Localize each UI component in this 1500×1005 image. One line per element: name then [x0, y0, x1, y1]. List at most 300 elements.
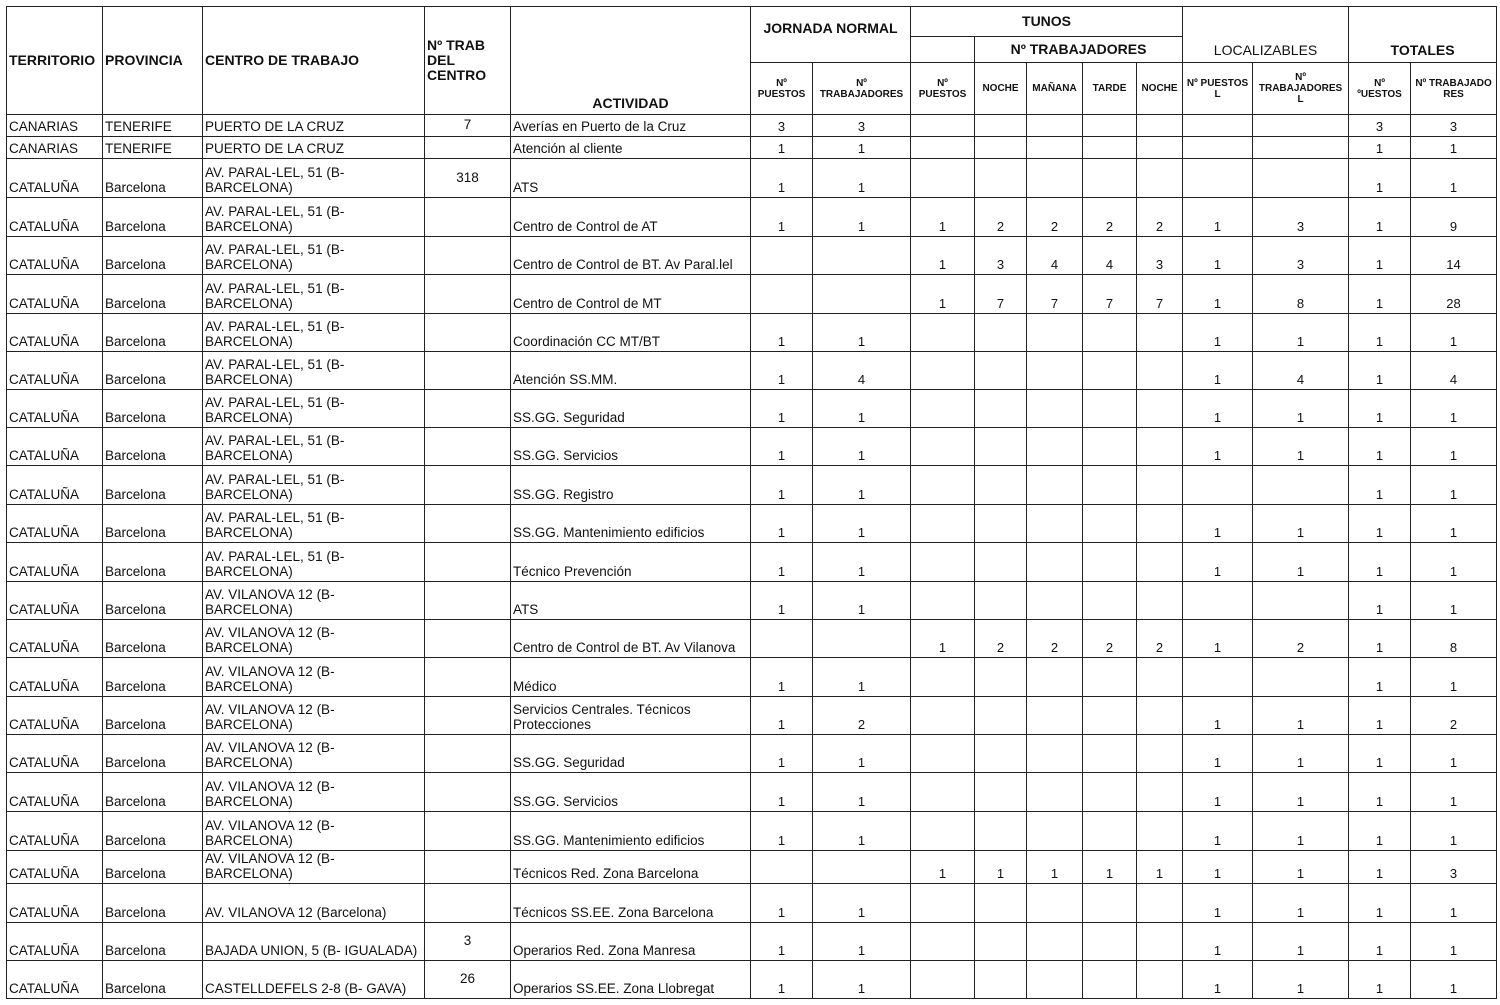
cell-actividad: Centro de Control de MT	[511, 275, 751, 314]
cell-t-noche2	[1137, 582, 1183, 620]
cell-provincia: Barcelona	[103, 543, 203, 582]
cell-ntrab: 7	[425, 115, 511, 137]
cell-t-manana	[1027, 466, 1083, 505]
cell-tot-trabajadores: 1	[1411, 923, 1497, 961]
cell-t-manana: 7	[1027, 275, 1083, 314]
cell-jn-puestos: 1	[751, 159, 813, 198]
cell-t-noche2: 2	[1137, 198, 1183, 237]
cell-jn-puestos: 1	[751, 582, 813, 620]
cell-t-manana	[1027, 697, 1083, 735]
cell-l-puestos: 1	[1183, 505, 1253, 543]
cell-t-manana: 2	[1027, 620, 1083, 658]
cell-t-tarde	[1083, 314, 1137, 352]
cell-l-puestos: 1	[1183, 237, 1253, 275]
cell-t-noche2	[1137, 115, 1183, 137]
table-row	[7, 428, 1497, 466]
cell-t-puestos	[911, 658, 975, 697]
cell-jn-trabajadores: 1	[813, 505, 911, 543]
cell-t-noche1	[975, 582, 1027, 620]
cell-provincia: Barcelona	[103, 620, 203, 658]
cell-jn-trabajadores: 1	[813, 582, 911, 620]
cell-t-manana: 1	[1027, 851, 1083, 884]
table-row	[7, 812, 1497, 851]
cell-territorio: CATALUÑA	[7, 159, 103, 198]
cell-t-manana	[1027, 137, 1083, 159]
cell-t-noche2: 2	[1137, 620, 1183, 658]
table-row	[7, 697, 1497, 735]
cell-t-tarde	[1083, 115, 1137, 137]
cell-provincia: Barcelona	[103, 198, 203, 237]
cell-ntrab	[425, 543, 511, 582]
cell-tot-trabajadores: 4	[1411, 352, 1497, 390]
cell-l-puestos: 1	[1183, 390, 1253, 428]
cell-t-manana	[1027, 543, 1083, 582]
cell-l-trabajadores: 1	[1253, 697, 1349, 735]
cell-t-manana	[1027, 390, 1083, 428]
cell-t-puestos	[911, 923, 975, 961]
cell-l-trabajadores	[1253, 115, 1349, 137]
cell-t-manana	[1027, 961, 1083, 999]
cell-t-puestos	[911, 773, 975, 812]
cell-jn-trabajadores: 1	[813, 884, 911, 923]
cell-l-trabajadores: 1	[1253, 543, 1349, 582]
cell-jn-trabajadores: 1	[813, 159, 911, 198]
cell-jn-puestos: 1	[751, 735, 813, 773]
cell-l-puestos: 1	[1183, 697, 1253, 735]
cell-ntrab: 318	[425, 159, 511, 198]
cell-l-trabajadores: 1	[1253, 390, 1349, 428]
cell-t-noche1	[975, 923, 1027, 961]
cell-jn-puestos: 1	[751, 697, 813, 735]
cell-territorio: CATALUÑA	[7, 620, 103, 658]
cell-ntrab	[425, 352, 511, 390]
cell-centro: BAJADA UNION, 5 (B- IGUALADA)	[203, 923, 425, 961]
table-row	[7, 773, 1497, 812]
cell-jn-trabajadores: 1	[813, 812, 911, 851]
cell-ntrab	[425, 137, 511, 159]
cell-t-noche2: 3	[1137, 237, 1183, 275]
cell-l-puestos: 1	[1183, 275, 1253, 314]
cell-l-puestos: 1	[1183, 773, 1253, 812]
cell-territorio: CATALUÑA	[7, 543, 103, 582]
cell-jn-puestos	[751, 620, 813, 658]
cell-jn-puestos	[751, 237, 813, 275]
cell-t-tarde	[1083, 505, 1137, 543]
cell-actividad: Centro de Control de BT. Av Vilanova	[511, 620, 751, 658]
cell-t-puestos	[911, 697, 975, 735]
cell-t-noche2	[1137, 961, 1183, 999]
cell-t-puestos	[911, 428, 975, 466]
cell-centro: PUERTO DE LA CRUZ	[203, 115, 425, 137]
cell-t-noche2	[1137, 466, 1183, 505]
cell-t-puestos: 1	[911, 851, 975, 884]
cell-t-noche1	[975, 428, 1027, 466]
cell-t-noche2	[1137, 658, 1183, 697]
cell-jn-trabajadores: 1	[813, 390, 911, 428]
cell-l-puestos: 1	[1183, 543, 1253, 582]
cell-tot-puestos: 1	[1349, 137, 1411, 159]
cell-l-trabajadores: 1	[1253, 812, 1349, 851]
header-t-manana: MAÑANA	[1027, 63, 1083, 115]
cell-t-tarde: 1	[1083, 851, 1137, 884]
cell-l-puestos: 1	[1183, 851, 1253, 884]
cell-centro: AV. PARAL-LEL, 51 (B- BARCELONA)	[203, 275, 425, 314]
cell-l-puestos	[1183, 466, 1253, 505]
cell-t-noche1	[975, 390, 1027, 428]
cell-t-tarde	[1083, 923, 1137, 961]
cell-t-noche2	[1137, 812, 1183, 851]
cell-territorio: CATALUÑA	[7, 773, 103, 812]
cell-actividad: Técnico Prevención	[511, 543, 751, 582]
cell-t-noche2	[1137, 697, 1183, 735]
cell-tot-trabajadores: 1	[1411, 466, 1497, 505]
cell-t-noche1	[975, 314, 1027, 352]
cell-l-trabajadores: 1	[1253, 314, 1349, 352]
table-row	[7, 735, 1497, 773]
cell-t-noche1	[975, 884, 1027, 923]
cell-provincia: Barcelona	[103, 582, 203, 620]
cell-centro: AV. PARAL-LEL, 51 (B- BARCELONA)	[203, 159, 425, 198]
cell-t-puestos: 1	[911, 237, 975, 275]
table-row	[7, 582, 1497, 620]
cell-t-manana	[1027, 352, 1083, 390]
cell-t-noche1	[975, 505, 1027, 543]
cell-territorio: CATALUÑA	[7, 851, 103, 884]
cell-tot-puestos: 1	[1349, 851, 1411, 884]
cell-tot-trabajadores: 1	[1411, 543, 1497, 582]
cell-l-puestos: 1	[1183, 735, 1253, 773]
cell-t-manana	[1027, 884, 1083, 923]
cell-territorio: CATALUÑA	[7, 812, 103, 851]
cell-tot-puestos: 1	[1349, 658, 1411, 697]
cell-l-puestos: 1	[1183, 620, 1253, 658]
cell-t-noche2	[1137, 505, 1183, 543]
cell-t-noche2	[1137, 884, 1183, 923]
cell-jn-trabajadores	[813, 620, 911, 658]
cell-t-puestos	[911, 812, 975, 851]
cell-t-manana	[1027, 115, 1083, 137]
cell-territorio: CATALUÑA	[7, 352, 103, 390]
cell-l-trabajadores: 1	[1253, 961, 1349, 999]
cell-t-tarde	[1083, 697, 1137, 735]
cell-t-manana	[1027, 505, 1083, 543]
cell-territorio: CANARIAS	[7, 137, 103, 159]
cell-t-noche2	[1137, 923, 1183, 961]
cell-l-puestos: 1	[1183, 314, 1253, 352]
cell-jn-puestos: 1	[751, 314, 813, 352]
cell-t-puestos	[911, 137, 975, 159]
cell-provincia: Barcelona	[103, 773, 203, 812]
cell-centro: CASTELLDEFELS 2-8 (B- GAVA)	[203, 961, 425, 999]
cell-t-noche1: 2	[975, 620, 1027, 658]
cell-territorio: CATALUÑA	[7, 428, 103, 466]
cell-ntrab: 3	[425, 923, 511, 961]
cell-jn-puestos: 1	[751, 466, 813, 505]
cell-t-puestos	[911, 505, 975, 543]
cell-tot-trabajadores: 9	[1411, 198, 1497, 237]
cell-ntrab	[425, 390, 511, 428]
cell-tot-puestos: 1	[1349, 505, 1411, 543]
cell-jn-trabajadores: 1	[813, 543, 911, 582]
cell-actividad: Averías en Puerto de la Cruz	[511, 115, 751, 137]
cell-provincia: Barcelona	[103, 275, 203, 314]
cell-t-tarde: 2	[1083, 198, 1137, 237]
cell-jn-trabajadores: 3	[813, 115, 911, 137]
cell-l-puestos: 1	[1183, 428, 1253, 466]
cell-territorio: CATALUÑA	[7, 961, 103, 999]
table-row	[7, 543, 1497, 582]
cell-ntrab: 26	[425, 961, 511, 999]
header-jn-puestos: Nº PUESTOS	[751, 63, 813, 115]
cell-tot-trabajadores: 1	[1411, 390, 1497, 428]
cell-tot-trabajadores: 1	[1411, 773, 1497, 812]
cell-provincia: Barcelona	[103, 735, 203, 773]
cell-jn-trabajadores	[813, 237, 911, 275]
cell-l-trabajadores	[1253, 159, 1349, 198]
cell-ntrab	[425, 505, 511, 543]
cell-ntrab	[425, 884, 511, 923]
table-row	[7, 466, 1497, 505]
cell-l-trabajadores: 2	[1253, 620, 1349, 658]
cell-ntrab	[425, 198, 511, 237]
cell-tot-puestos: 1	[1349, 961, 1411, 999]
cell-territorio: CATALUÑA	[7, 735, 103, 773]
cell-centro: AV. VILANOVA 12 (Barcelona)	[203, 884, 425, 923]
cell-ntrab	[425, 735, 511, 773]
table-row	[7, 115, 1497, 137]
cell-provincia: Barcelona	[103, 466, 203, 505]
cell-provincia: Barcelona	[103, 159, 203, 198]
cell-jn-puestos: 1	[751, 505, 813, 543]
cell-tot-puestos: 1	[1349, 543, 1411, 582]
cell-actividad: SS.GG. Servicios	[511, 428, 751, 466]
cell-t-noche1	[975, 735, 1027, 773]
header-totales: TOTALES	[1349, 7, 1497, 63]
cell-l-puestos: 1	[1183, 198, 1253, 237]
cell-l-trabajadores: 1	[1253, 923, 1349, 961]
cell-provincia: Barcelona	[103, 428, 203, 466]
cell-tot-trabajadores: 1	[1411, 582, 1497, 620]
cell-jn-puestos	[751, 275, 813, 314]
cell-territorio: CATALUÑA	[7, 697, 103, 735]
cell-l-puestos: 1	[1183, 884, 1253, 923]
cell-t-manana	[1027, 582, 1083, 620]
cell-ntrab	[425, 314, 511, 352]
cell-jn-trabajadores: 1	[813, 923, 911, 961]
cell-tot-puestos: 1	[1349, 735, 1411, 773]
cell-centro: AV. PARAL-LEL, 51 (B- BARCELONA)	[203, 198, 425, 237]
cell-jn-puestos: 1	[751, 961, 813, 999]
cell-actividad: Atención al cliente	[511, 137, 751, 159]
cell-t-tarde	[1083, 582, 1137, 620]
cell-provincia: Barcelona	[103, 237, 203, 275]
header-jornada: JORNADA NORMAL	[751, 7, 911, 63]
table-row	[7, 275, 1497, 314]
cell-tot-puestos: 3	[1349, 115, 1411, 137]
cell-centro: AV. VILANOVA 12 (B- BARCELONA)	[203, 851, 425, 884]
cell-t-tarde	[1083, 773, 1137, 812]
cell-centro: AV. PARAL-LEL, 51 (B- BARCELONA)	[203, 314, 425, 352]
cell-l-trabajadores: 8	[1253, 275, 1349, 314]
cell-l-trabajadores	[1253, 466, 1349, 505]
cell-t-manana	[1027, 314, 1083, 352]
cell-territorio: CATALUÑA	[7, 582, 103, 620]
cell-l-trabajadores: 4	[1253, 352, 1349, 390]
cell-t-tarde	[1083, 884, 1137, 923]
cell-territorio: CANARIAS	[7, 115, 103, 137]
cell-territorio: CATALUÑA	[7, 505, 103, 543]
cell-jn-trabajadores: 1	[813, 961, 911, 999]
cell-centro: AV. PARAL-LEL, 51 (B- BARCELONA)	[203, 390, 425, 428]
cell-tot-trabajadores: 1	[1411, 159, 1497, 198]
cell-centro: AV. PARAL-LEL, 51 (B- BARCELONA)	[203, 466, 425, 505]
cell-t-puestos	[911, 582, 975, 620]
cell-t-tarde: 4	[1083, 237, 1137, 275]
cell-t-puestos	[911, 352, 975, 390]
cell-t-manana	[1027, 923, 1083, 961]
cell-ntrab	[425, 697, 511, 735]
cell-tot-trabajadores: 2	[1411, 697, 1497, 735]
cell-tot-puestos: 1	[1349, 812, 1411, 851]
work-centers-table	[6, 6, 1497, 999]
cell-actividad: Servicios Centrales. Técnicos Protecciones	[511, 697, 751, 735]
cell-t-noche1	[975, 961, 1027, 999]
table-row	[7, 620, 1497, 658]
cell-ntrab	[425, 466, 511, 505]
table-row	[7, 884, 1497, 923]
cell-t-noche1: 1	[975, 851, 1027, 884]
cell-l-trabajadores: 1	[1253, 505, 1349, 543]
cell-provincia: Barcelona	[103, 390, 203, 428]
header-ntrabajadores: Nº TRABAJADORES	[975, 37, 1183, 63]
cell-jn-puestos: 1	[751, 884, 813, 923]
cell-tot-trabajadores: 1	[1411, 812, 1497, 851]
cell-t-puestos	[911, 115, 975, 137]
cell-jn-puestos: 1	[751, 198, 813, 237]
cell-tot-trabajadores: 1	[1411, 137, 1497, 159]
cell-t-noche1	[975, 773, 1027, 812]
cell-jn-puestos: 1	[751, 812, 813, 851]
cell-t-manana	[1027, 428, 1083, 466]
cell-t-noche2: 1	[1137, 851, 1183, 884]
cell-provincia: Barcelona	[103, 697, 203, 735]
cell-t-puestos	[911, 314, 975, 352]
cell-tot-trabajadores: 1	[1411, 884, 1497, 923]
cell-tot-trabajadores: 1	[1411, 735, 1497, 773]
cell-territorio: CATALUÑA	[7, 884, 103, 923]
cell-t-puestos	[911, 390, 975, 428]
cell-l-trabajadores: 1	[1253, 428, 1349, 466]
cell-territorio: CATALUÑA	[7, 275, 103, 314]
cell-provincia: Barcelona	[103, 884, 203, 923]
cell-actividad: Operarios Red. Zona Manresa	[511, 923, 751, 961]
cell-ntrab	[425, 620, 511, 658]
cell-territorio: CATALUÑA	[7, 237, 103, 275]
table-row	[7, 198, 1497, 237]
cell-centro: AV. PARAL-LEL, 51 (B- BARCELONA)	[203, 543, 425, 582]
cell-t-noche1	[975, 466, 1027, 505]
cell-actividad: ATS	[511, 582, 751, 620]
cell-l-puestos: 1	[1183, 812, 1253, 851]
cell-jn-trabajadores: 1	[813, 137, 911, 159]
cell-jn-puestos: 3	[751, 115, 813, 137]
cell-ntrab	[425, 275, 511, 314]
cell-t-tarde	[1083, 159, 1137, 198]
cell-actividad: Técnicos SS.EE. Zona Barcelona	[511, 884, 751, 923]
header-tot-puestos	[1349, 63, 1411, 115]
cell-tot-trabajadores: 14	[1411, 237, 1497, 275]
table-row	[7, 658, 1497, 697]
cell-jn-trabajadores	[813, 851, 911, 884]
cell-actividad: Médico	[511, 658, 751, 697]
cell-tot-puestos: 1	[1349, 314, 1411, 352]
cell-centro: AV. VILANOVA 12 (B- BARCELONA)	[203, 620, 425, 658]
cell-t-noche1	[975, 658, 1027, 697]
cell-t-tarde	[1083, 961, 1137, 999]
cell-l-puestos: 1	[1183, 961, 1253, 999]
cell-t-noche1	[975, 159, 1027, 198]
cell-l-trabajadores	[1253, 658, 1349, 697]
cell-tot-trabajadores: 1	[1411, 428, 1497, 466]
cell-provincia: TENERIFE	[103, 115, 203, 137]
cell-t-tarde	[1083, 812, 1137, 851]
cell-tot-trabajadores: 3	[1411, 115, 1497, 137]
cell-t-noche1	[975, 352, 1027, 390]
cell-territorio: CATALUÑA	[7, 466, 103, 505]
cell-actividad: SS.GG. Servicios	[511, 773, 751, 812]
header-ntrab: Nº TRAB DEL CENTRO	[425, 7, 511, 115]
cell-t-tarde	[1083, 735, 1137, 773]
cell-l-trabajadores	[1253, 582, 1349, 620]
cell-l-puestos	[1183, 658, 1253, 697]
cell-centro: AV. PARAL-LEL, 51 (B- BARCELONA)	[203, 352, 425, 390]
cell-t-puestos: 1	[911, 620, 975, 658]
cell-centro: AV. VILANOVA 12 (B- BARCELONA)	[203, 582, 425, 620]
header-jn-trabajadores: Nº TRABAJADORES	[813, 63, 911, 115]
cell-t-noche1: 2	[975, 198, 1027, 237]
cell-actividad: ATS	[511, 159, 751, 198]
cell-jn-puestos: 1	[751, 428, 813, 466]
cell-centro: AV. VILANOVA 12 (B- BARCELONA)	[203, 735, 425, 773]
cell-tot-puestos: 1	[1349, 159, 1411, 198]
cell-t-manana: 2	[1027, 198, 1083, 237]
cell-provincia: Barcelona	[103, 961, 203, 999]
cell-t-noche2	[1137, 543, 1183, 582]
cell-l-trabajadores	[1253, 137, 1349, 159]
cell-l-puestos	[1183, 159, 1253, 198]
cell-jn-puestos: 1	[751, 923, 813, 961]
cell-territorio: CATALUÑA	[7, 314, 103, 352]
cell-jn-trabajadores: 1	[813, 198, 911, 237]
cell-provincia: Barcelona	[103, 923, 203, 961]
cell-actividad: Centro de Control de BT. Av Paral.lel	[511, 237, 751, 275]
cell-territorio: CATALUÑA	[7, 923, 103, 961]
cell-tot-trabajadores: 1	[1411, 961, 1497, 999]
cell-actividad: SS.GG. Mantenimiento edificios	[511, 505, 751, 543]
header-l-puestos: Nº PUESTOS L	[1183, 63, 1253, 115]
cell-tot-puestos: 1	[1349, 697, 1411, 735]
cell-jn-puestos: 1	[751, 137, 813, 159]
header-t-tarde: TARDE	[1083, 63, 1137, 115]
cell-l-puestos	[1183, 582, 1253, 620]
cell-actividad: SS.GG. Seguridad	[511, 735, 751, 773]
header-t-noche2: NOCHE	[1137, 63, 1183, 115]
header-tunos-blank	[911, 37, 975, 63]
cell-t-puestos	[911, 543, 975, 582]
table-row	[7, 505, 1497, 543]
cell-ntrab	[425, 658, 511, 697]
table-row	[7, 314, 1497, 352]
